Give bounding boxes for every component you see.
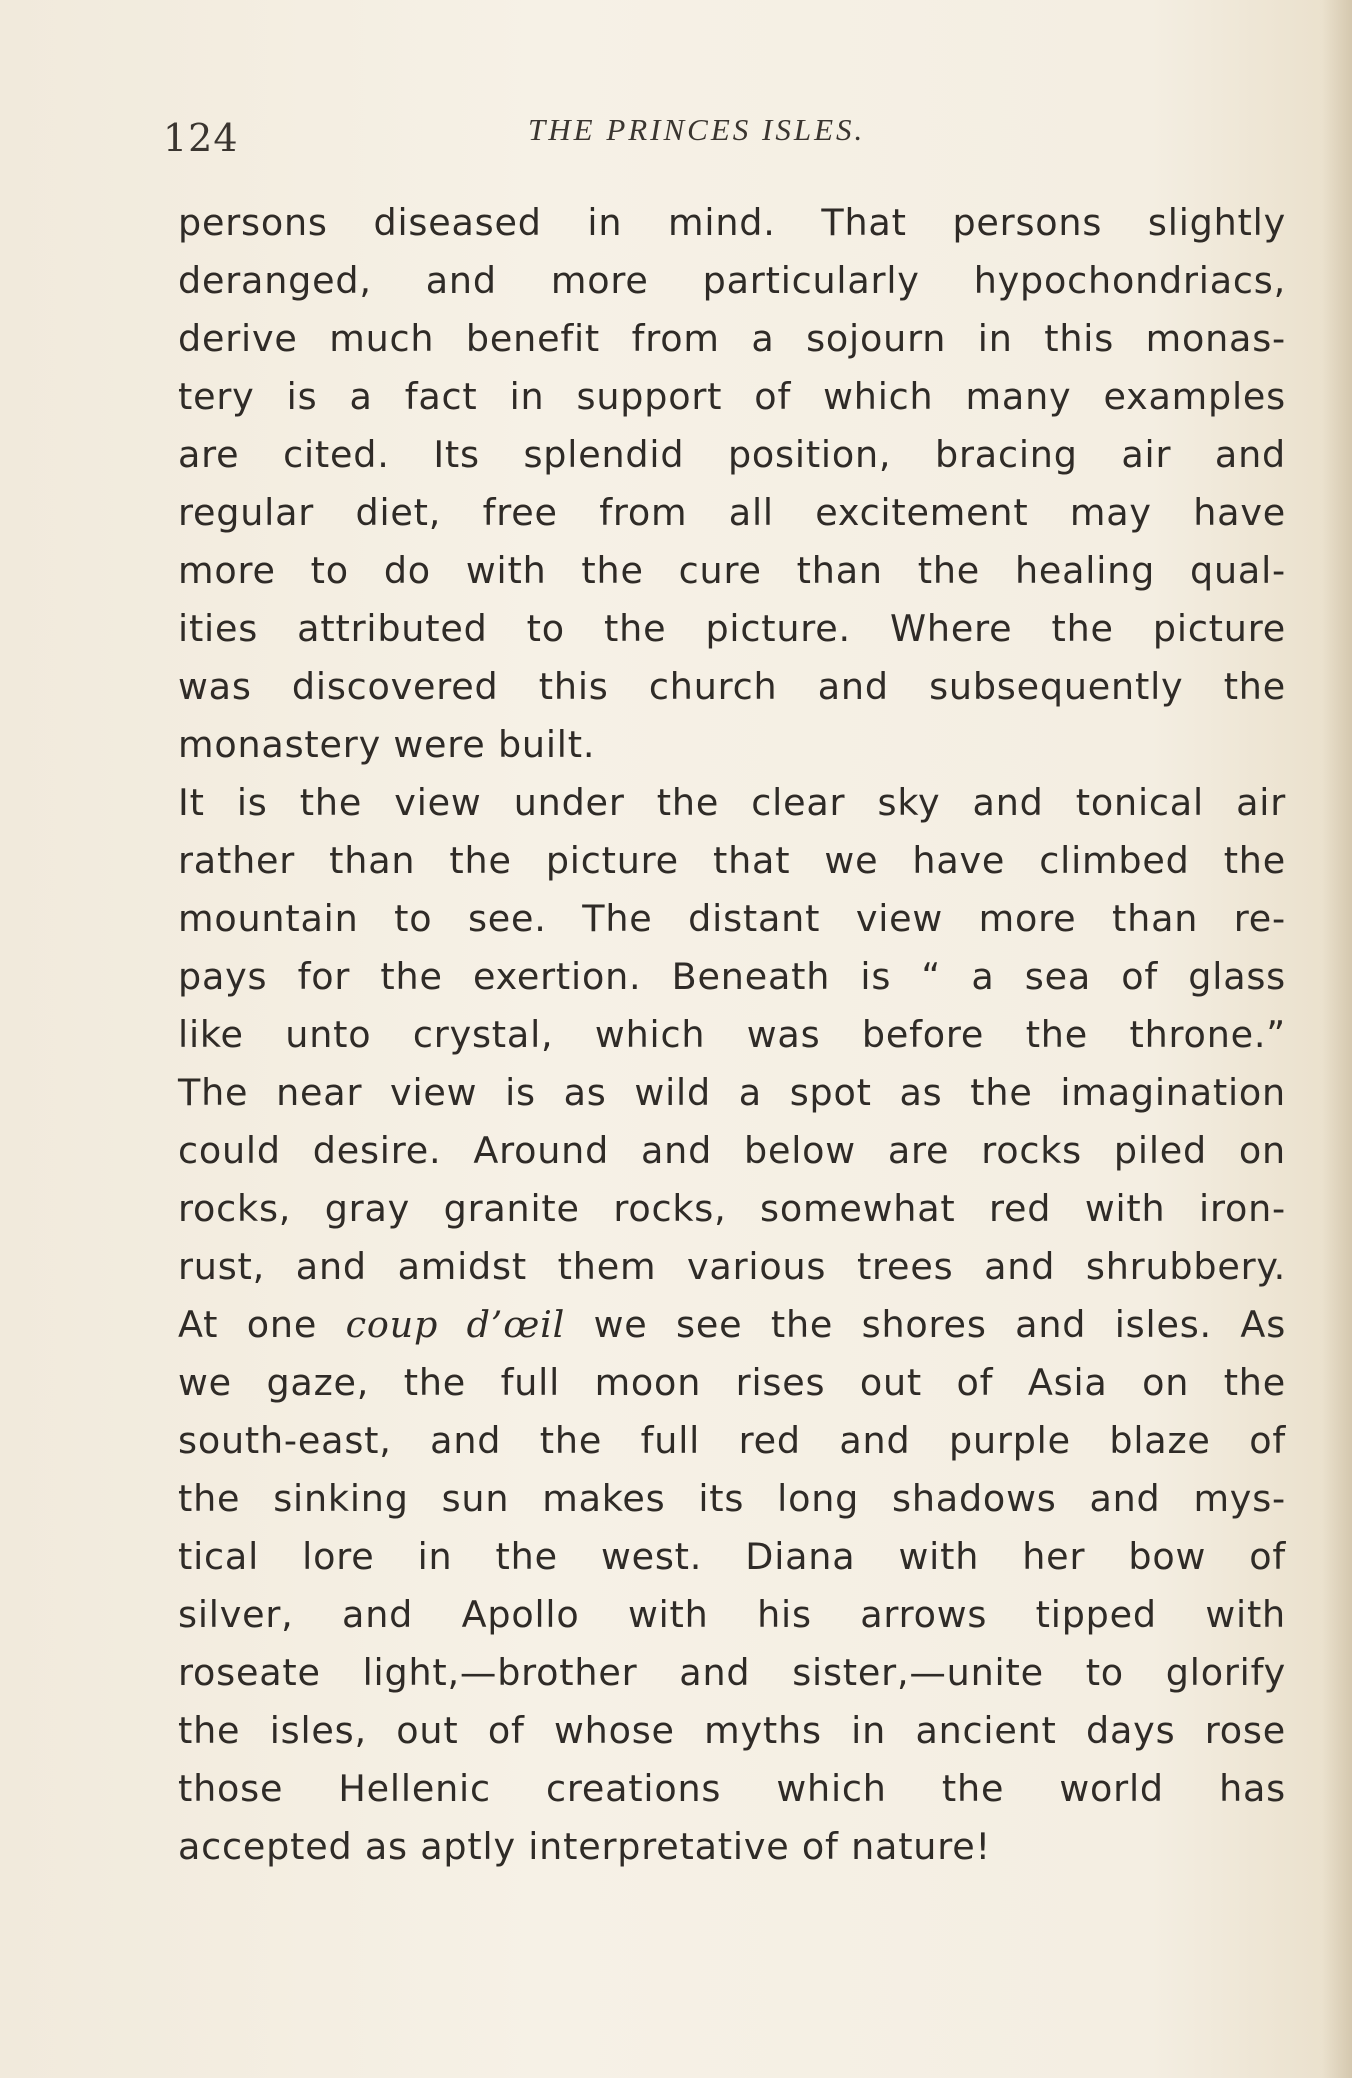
text-line: silver, and Apollo with his arrows tipped with xyxy=(178,1593,1286,1636)
text-line: are cited. Its splendid position, bracing air and xyxy=(178,433,1286,476)
text-line: derive much benefit from a sojourn in this monas- xyxy=(178,317,1286,360)
text-line-with-italic xyxy=(178,1296,1286,1354)
text-line: regular diet, free from all excitement may have xyxy=(178,491,1286,534)
text-line: persons diseased in mind. That persons slightly xyxy=(178,201,1286,244)
text-line: The near view is as wild a spot as the imagination xyxy=(178,1071,1286,1114)
line-prefix: At one xyxy=(178,1303,318,1346)
text-line: more to do with the cure than the healing qual- xyxy=(178,549,1286,592)
paragraph-start-line: It is the view under the clear sky and tonical air xyxy=(178,781,1286,824)
running-title: THE PRINCES ISLES. xyxy=(528,112,866,147)
text-line: was discovered this church and subsequently the xyxy=(178,665,1286,708)
italic-phrase: coup d’œil xyxy=(345,1303,566,1346)
text-line: tery is a fact in support of which many examples xyxy=(178,375,1286,418)
line-suffix: we see the shores and isles. As xyxy=(593,1303,1287,1346)
text-line: mountain to see. The distant view more than re- xyxy=(178,897,1286,940)
page-number: 124 xyxy=(163,116,239,160)
text-line: rust, and amidst them various trees and shrubbery. xyxy=(178,1245,1286,1288)
text-line: deranged, and more particularly hypochondriacs, xyxy=(178,259,1286,302)
text-line: south-east, and the full red and purple blaze of xyxy=(178,1419,1286,1462)
text-line: the sinking sun makes its long shadows and mys- xyxy=(178,1477,1286,1520)
paragraph-end-line: accepted as aptly interpretative of nature! xyxy=(178,1825,991,1868)
text-line: we gaze, the full moon rises out of Asia on the xyxy=(178,1361,1286,1404)
text-line: rocks, gray granite rocks, somewhat red with iron- xyxy=(178,1187,1286,1230)
page-header xyxy=(163,108,1303,168)
page-edge-shadow xyxy=(1322,0,1352,2078)
text-line: rather than the picture that we have climbed the xyxy=(178,839,1286,882)
text-line: the isles, out of whose myths in ancient days rose xyxy=(178,1709,1286,1752)
text-line: could desire. Around and below are rocks piled on xyxy=(178,1129,1286,1172)
text-line: ities attributed to the picture. Where the picture xyxy=(178,607,1286,650)
text-line: roseate light,—brother and sister,—unite to glorify xyxy=(178,1651,1286,1694)
paragraph-end-line: monastery were built. xyxy=(178,723,596,766)
text-line: tical lore in the west. Diana with her bow of xyxy=(178,1535,1286,1578)
body-text xyxy=(178,194,1286,1876)
text-line: those Hellenic creations which the world has xyxy=(178,1767,1286,1810)
text-line: like unto crystal, which was before the throne.” xyxy=(178,1013,1286,1056)
text-line: pays for the exertion. Beneath is “ a sea of glass xyxy=(178,955,1286,998)
